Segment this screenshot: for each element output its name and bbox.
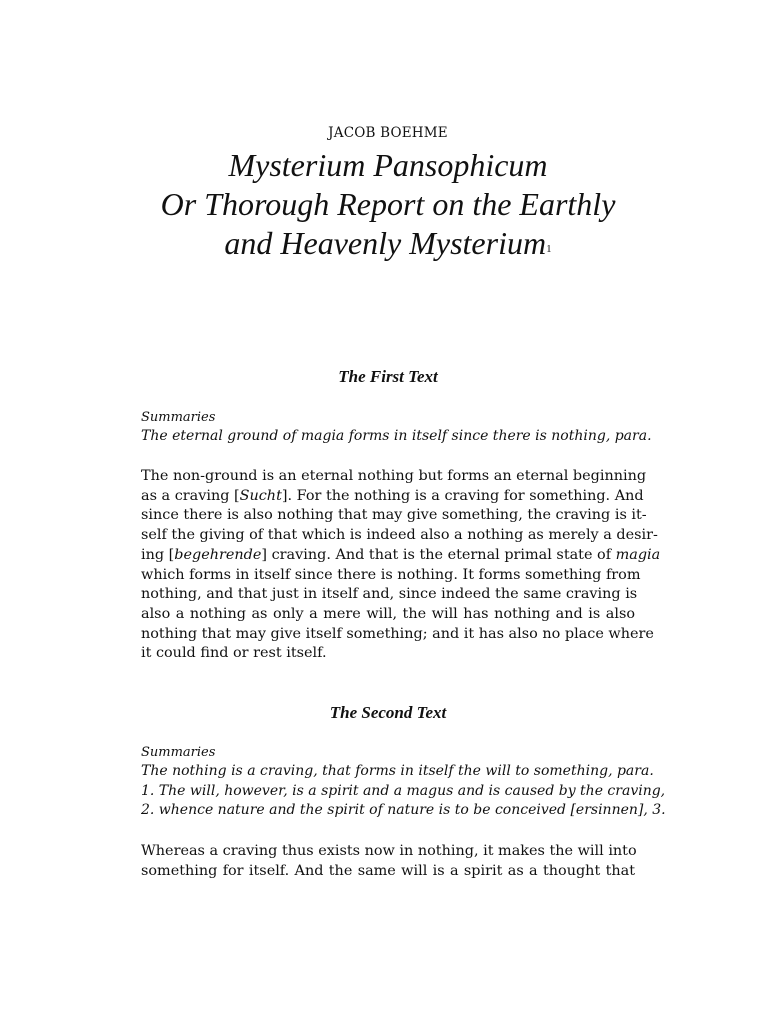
section-summaries <box>141 744 666 821</box>
section-paragraph <box>141 842 635 881</box>
summary-line: 1. The will, however, is a spirit and a magus and is caused by the craving, <box>141 782 666 799</box>
paragraph-line: ing [begehrende] craving. And that is the eternal primal state of magia <box>141 546 661 563</box>
title-line: Mysterium Pansophicum <box>228 147 548 183</box>
paragraph-line: The non-ground is an eternal nothing but forms an eternal beginning <box>141 468 647 484</box>
summaries-label: Summaries <box>141 410 216 425</box>
paragraph-line: nothing, and that just in itself and, since indeed the same craving is <box>141 586 638 603</box>
section-summaries <box>141 409 652 447</box>
section-heading: The First Text <box>338 367 438 386</box>
summary-line: 2. whence nature and the spirit of nature is to be conceived [ersinnen], 3. <box>141 802 666 819</box>
paragraph-line: nothing that may give itself something; and it has also no place where <box>141 625 654 642</box>
section-paragraph <box>141 467 661 664</box>
paragraph-line: it could find or rest itself. <box>141 645 327 662</box>
author-name: JACOB BOEHME <box>328 125 448 141</box>
paragraph-line: as a craving [Sucht]. For the nothing is a craving for something. And <box>141 487 644 504</box>
section-heading: The Second Text <box>329 703 447 722</box>
summary-line: The eternal ground of magia forms in itself since there is nothing, para. <box>141 428 652 444</box>
paragraph-line: also a nothing as only a mere will, the will has nothing and is also <box>141 605 635 622</box>
footnote-mark: 1 <box>546 243 552 255</box>
title-line-text: and Heavenly Mysterium <box>224 225 547 261</box>
paragraph-line: self the giving of that which is indeed also a nothing as merely a desir- <box>141 527 658 544</box>
title-line <box>101 224 675 263</box>
paragraph-line: something for itself. And the same will is a spirit as a thought that <box>141 862 635 879</box>
title-line: Or Thorough Report on the Earthly <box>160 186 616 222</box>
summary-line: The nothing is a craving, that forms in itself the will to something, para. <box>141 763 654 779</box>
summaries-label: Summaries <box>141 745 216 760</box>
paragraph-line: which forms in itself since there is nothing. It forms something from <box>141 566 641 583</box>
paragraph-line: since there is also nothing that may give something, the craving is it- <box>141 507 647 524</box>
paragraph-line: Whereas a craving thus exists now in nothing, it makes the will into <box>141 843 637 859</box>
document-title <box>101 146 675 263</box>
